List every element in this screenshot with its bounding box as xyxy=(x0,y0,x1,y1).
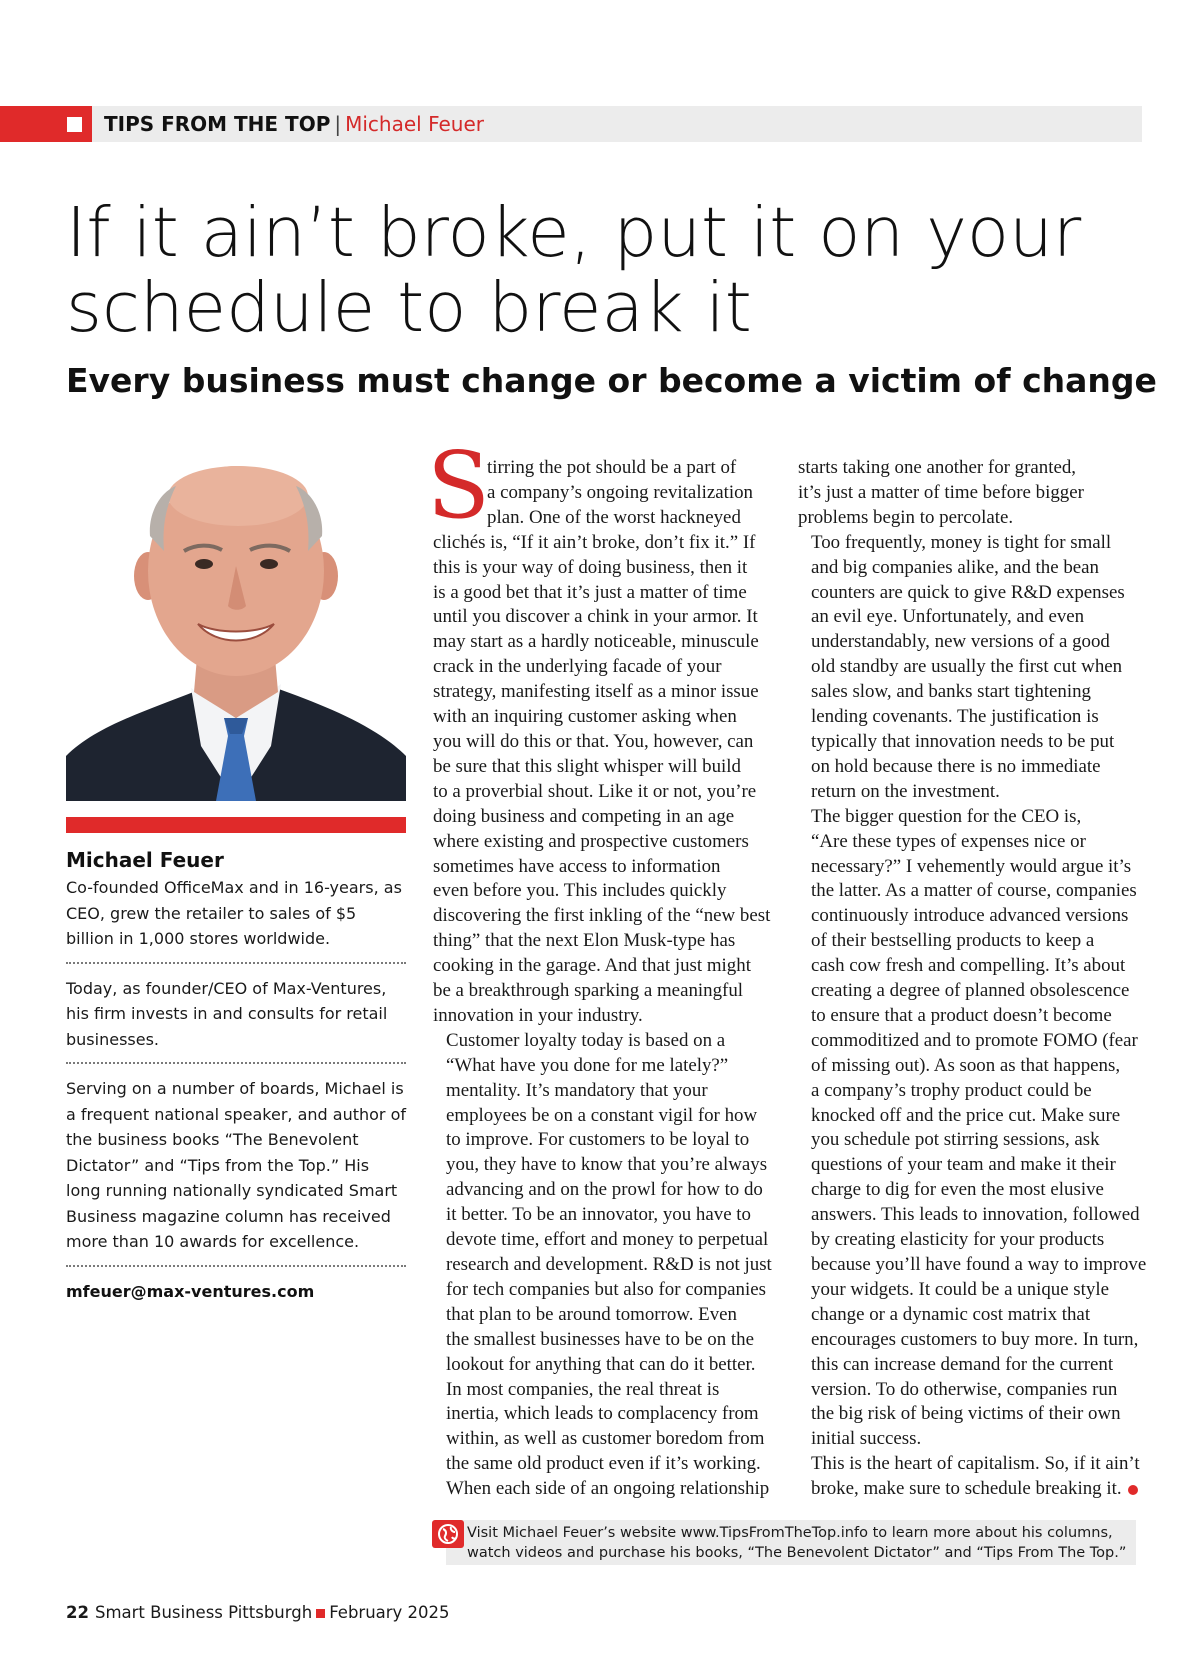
article-line: on hold because there is no immediate xyxy=(811,755,1101,777)
article-line: a company’s trophy product could be xyxy=(811,1079,1092,1101)
article-line: it’s just a matter of time before bigger xyxy=(798,481,1084,503)
page-footer xyxy=(66,1601,450,1625)
article-column-2 xyxy=(798,456,1147,1502)
globe-icon xyxy=(432,1520,464,1548)
article-line: until you discover a chink in your armor. It xyxy=(433,606,758,628)
author-portrait xyxy=(66,456,406,801)
article-line: and big companies alike, and the bean xyxy=(811,556,1099,578)
bio-paragraph: Co-founded OfficeMax and in 16-years, as CEO, grew the retailer to sales of $5 billion in 1,000 stores worldwide. xyxy=(66,875,406,964)
article-line: doing business and competing in an age xyxy=(433,805,735,827)
article-line: it better. To be an innovator, you have to xyxy=(446,1204,751,1226)
article-line: where existing and prospective customers xyxy=(433,830,749,852)
article-line: problems begin to percolate. xyxy=(798,506,1014,528)
article-line: creating a degree of planned obsolescence xyxy=(811,980,1130,1002)
article-line: answers. This leads to innovation, followed xyxy=(811,1204,1140,1226)
article-line: to ensure that a product doesn’t become xyxy=(811,1004,1112,1026)
article-line: the big risk of being victims of their own xyxy=(811,1403,1121,1425)
square-icon xyxy=(67,117,82,132)
article-line: When each side of an ongoing relationship xyxy=(446,1478,770,1500)
article-line: continuously introduce advanced versions xyxy=(811,905,1129,927)
website-note-line: Visit Michael Feuer’s website www.TipsFromTheTop.info to learn more about his columns, xyxy=(467,1525,1113,1541)
article-line: you schedule pot stirring sessions, ask xyxy=(811,1129,1100,1151)
article-line: research and development. R&D is not just xyxy=(446,1254,772,1275)
article-line: old standby are usually the first cut when xyxy=(811,656,1123,678)
section-header-band xyxy=(0,106,1142,142)
article-line: the latter. As a matter of course, companies xyxy=(811,880,1137,902)
square-separator-icon xyxy=(316,1609,325,1618)
headline xyxy=(66,193,1146,348)
article-line: knocked off and the price cut. Make sure xyxy=(811,1104,1121,1126)
article-line: may start as a hardly noticeable, minuscule xyxy=(433,631,759,653)
article-paragraph xyxy=(798,456,1138,531)
article-line: of their bestselling products to keep a xyxy=(811,930,1095,952)
article-line: lookout for anything that can do it better. xyxy=(446,1353,756,1375)
article-line: sometimes have access to information xyxy=(433,855,721,877)
article-line: of missing out). As soon as that happens, xyxy=(811,1054,1121,1076)
article-paragraph xyxy=(433,531,773,1029)
bio-name: Michael Feuer xyxy=(66,848,224,872)
author-email-link[interactable]: mfeuer@max-ventures.com xyxy=(66,1281,315,1301)
article-line: Customer loyalty today is based on a xyxy=(446,1029,726,1051)
article-paragraph-final xyxy=(798,1452,1138,1502)
bio-paragraph: Serving on a number of boards, Michael is a frequent national speaker, and author of the business books “The Benevolent Dictator” and “Tips from the Top.” His long running nationally syndicated Smart Business magazine column has received more than 10 awards for excellence. xyxy=(66,1076,406,1267)
article-paragraph xyxy=(798,531,1138,805)
article-paragraph xyxy=(798,805,1147,1453)
article-line: this can increase demand for the current xyxy=(811,1353,1114,1375)
article-line: by creating elasticity for your products xyxy=(811,1229,1105,1251)
article-line: change or a dynamic cost matrix that xyxy=(811,1303,1091,1325)
article-line: because you’ll have found a way to improve xyxy=(811,1254,1147,1275)
article-line: lending covenants. The justification is xyxy=(811,706,1099,728)
article-line: innovation in your industry. xyxy=(433,1004,643,1026)
publication-name: Smart Business Pittsburgh xyxy=(94,1603,313,1622)
website-note xyxy=(467,1523,1132,1563)
article-line: with an inquiring customer asking when xyxy=(433,706,737,728)
author-portrait-image xyxy=(66,456,406,801)
article-line: you, they have to know that you’re always xyxy=(446,1154,768,1176)
bio-paragraph: Today, as founder/CEO of Max-Ventures, his firm invests in and consults for retail businesses. xyxy=(66,976,406,1065)
article-line: plan. One of the worst hackneyed xyxy=(487,506,741,528)
article-line: to improve. For customers to be loyal to xyxy=(446,1129,750,1151)
headline-line: schedule to break it xyxy=(66,268,752,348)
article-line: employees be on a constant vigil for how xyxy=(446,1104,758,1126)
article-line: be sure that this slight whisper will build xyxy=(433,755,741,777)
article-line: Too frequently, money is tight for small xyxy=(811,531,1112,553)
article-line: to a proverbial shout. Like it or not, you’re xyxy=(433,780,757,802)
article-line: starts taking one another for granted, xyxy=(798,457,1077,478)
article-paragraph xyxy=(433,1029,773,1502)
article-line: mentality. It’s mandatory that your xyxy=(446,1079,708,1101)
article-line: crack in the underlying facade of your xyxy=(433,656,722,678)
article-line: within, as well as customer boredom from xyxy=(446,1428,765,1450)
section-header-accent xyxy=(0,106,92,142)
article-line: “Are these types of expenses nice or xyxy=(811,830,1086,852)
article-line: “What have you done for me lately?” xyxy=(446,1054,729,1076)
article-line: this is your way of doing business, then it xyxy=(433,556,748,578)
article-line: The bigger question for the CEO is, xyxy=(811,805,1082,827)
article-column-1 xyxy=(427,432,773,1502)
article-line: even before you. This includes quickly xyxy=(433,880,727,902)
article-line: discovering the first inkling of the “new best xyxy=(433,905,771,927)
section-header-text xyxy=(104,106,484,142)
article-line: cash cow fresh and compelling. It’s about xyxy=(811,955,1126,977)
article-line: the same old product even if it’s working. xyxy=(446,1453,761,1475)
article-line: initial success. xyxy=(811,1428,922,1450)
article-line: is a good bet that it’s just a matter of time xyxy=(433,581,747,603)
article-line: be a breakthrough sparking a meaningful xyxy=(433,980,744,1002)
end-mark-icon xyxy=(1128,1485,1138,1495)
dropcap-block xyxy=(427,432,773,539)
article-line: sales slow, and banks start tightening xyxy=(811,681,1091,703)
issue-date: February 2025 xyxy=(329,1603,450,1622)
article-line: charge to dig for even the most elusive xyxy=(811,1179,1104,1201)
article-line: that plan to be around tomorrow. Even xyxy=(446,1303,737,1325)
author-bio xyxy=(66,845,406,1304)
article-line: version. To do otherwise, companies run xyxy=(811,1378,1118,1400)
dropcap: S xyxy=(427,432,491,539)
article-line: an evil eye. Unfortunately, and even xyxy=(811,606,1085,628)
section-label: TIPS FROM THE TOP xyxy=(104,112,331,136)
article-line: devote time, effort and money to perpetual xyxy=(446,1229,769,1251)
article-line: encourages customers to buy more. In turn, xyxy=(811,1328,1139,1350)
subheadline: Every business must change or become a victim of change xyxy=(66,361,1157,400)
article-line: cooking in the garage. And that just might xyxy=(433,955,751,977)
article-line: necessary?” I vehemently would argue it’s xyxy=(811,855,1132,877)
article-line: In most companies, the real threat is xyxy=(446,1378,720,1400)
page-number: 22 xyxy=(66,1603,89,1622)
article-line: you will do this or that. You, however, can xyxy=(433,730,754,752)
article-line: for tech companies but also for companies xyxy=(446,1278,766,1300)
article-line xyxy=(798,1477,1138,1502)
article-line: typically that innovation needs to be put xyxy=(811,730,1115,752)
article-line: inertia, which leads to complacency from xyxy=(446,1403,759,1425)
article-line: a company’s ongoing revitalization xyxy=(487,481,753,503)
article-line: tirring the pot should be a part of xyxy=(487,457,737,478)
article-line: advancing and on the prowl for how to do xyxy=(446,1179,763,1201)
article-line: commoditized and to promote FOMO (fear xyxy=(811,1029,1138,1051)
article-line: understandably, new versions of a good xyxy=(811,631,1110,653)
headline-line: If it ain’t broke, put it on your xyxy=(66,193,1082,273)
article-line: clichés is, “If it ain’t broke, don’t fix it.” If xyxy=(433,531,756,553)
article-line-text: broke, make sure to schedule breaking it. xyxy=(811,1478,1122,1500)
article-line: This is the heart of capitalism. So, if it ain’t xyxy=(811,1453,1140,1475)
article-line: questions of your team and make it their xyxy=(811,1154,1116,1176)
article-line: thing” that the next Elon Musk-type has xyxy=(433,930,736,952)
section-author: Michael Feuer xyxy=(345,112,484,136)
article-line: counters are quick to give R&D expenses xyxy=(811,581,1125,603)
article-line: the smallest businesses have to be on the xyxy=(446,1328,754,1350)
article-line: return on the investment. xyxy=(811,780,1000,802)
article-line: your widgets. It could be a unique style xyxy=(811,1278,1109,1300)
article-line: strategy, manifesting itself as a minor issue xyxy=(433,681,759,703)
bio-accent-bar xyxy=(66,817,406,833)
website-note-line: watch videos and purchase his books, “The Benevolent Dictator” and “Tips From The Top.” xyxy=(467,1545,1127,1561)
section-separator: | xyxy=(334,112,342,136)
